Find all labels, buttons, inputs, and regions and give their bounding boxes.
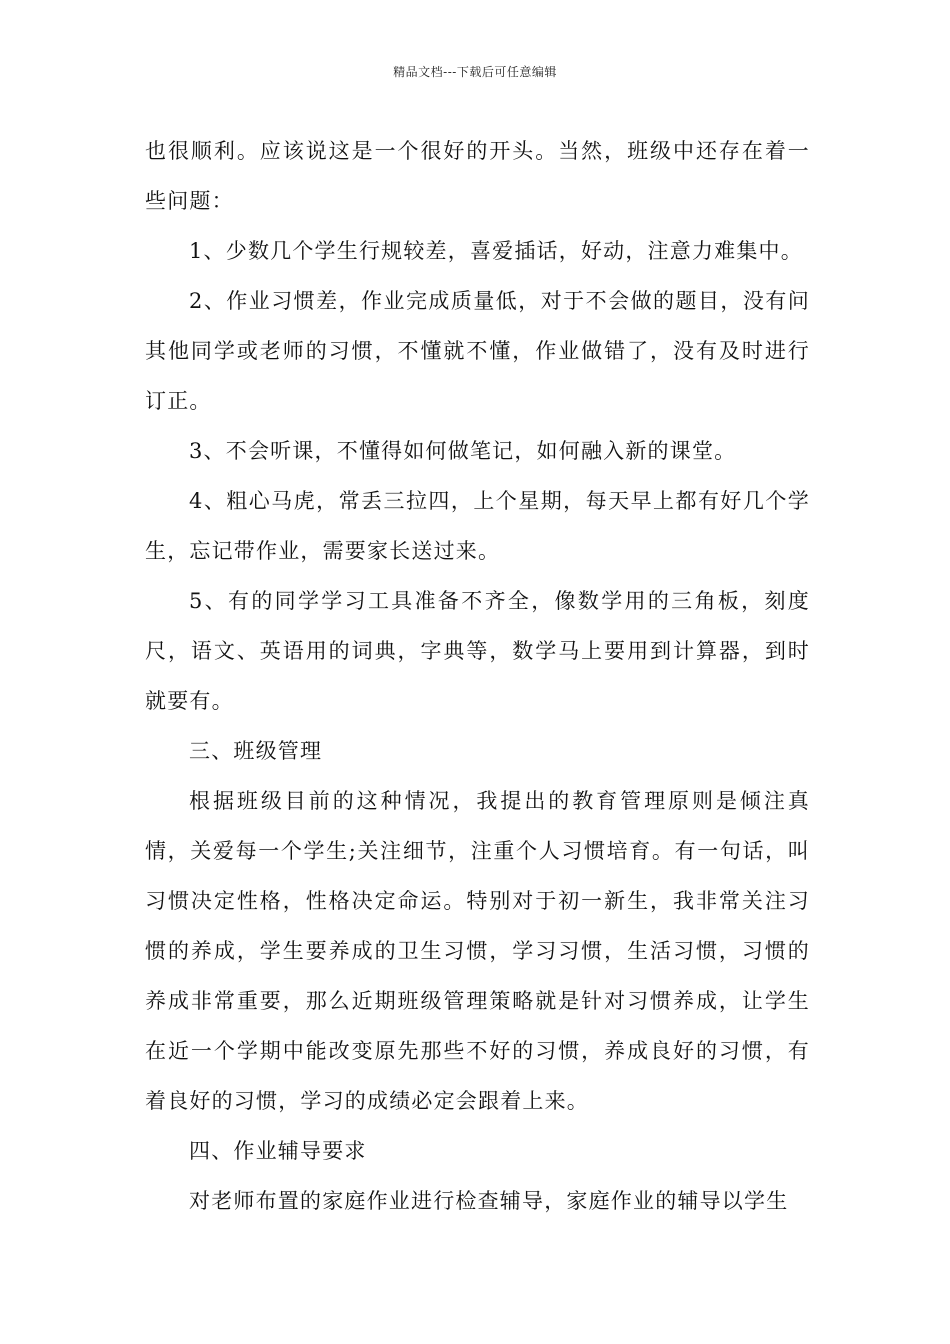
section-heading-class-management: 三、班级管理 bbox=[189, 739, 323, 763]
paragraph-6: 5、有的同学学习工具准备不齐全，像数学用的三角板，刻度尺，语文、英语用的词典，字典等，数学马上要用到计算器，到时就要有。 bbox=[145, 589, 810, 713]
paragraph-1: 也很顺利。应该说这是一个很好的开头。当然，班级中还存在着一些问题： bbox=[145, 139, 810, 213]
section-heading-homework-guidance: 四、作业辅导要求 bbox=[189, 1139, 367, 1163]
paragraph-7: 根据班级目前的这种情况，我提出的教育管理原则是倾注真情，关爱每一个学生;关注细节，注重个人习惯培育。有一句话，叫习惯决定性格，性格决定命运。特别对于初一新生，我非常关注习惯的养成，学生要养成的卫生习惯，学习习惯，生活习惯，习惯的养成非常重要，那么近期班级管理策略就是针对习惯养成，让学生在近一个学期中能改变原先那些不好的习惯，养成良好的习惯，有着良好的习惯，学习的成绩必定会跟着上来。 bbox=[145, 789, 810, 1113]
page-header: 精品文档---下载后可任意编辑 bbox=[393, 65, 557, 79]
document-body bbox=[145, 126, 810, 1226]
paragraph-3: 2、作业习惯差，作业完成质量低，对于不会做的题目，没有问其他同学或老师的习惯，不懂就不懂，作业做错了，没有及时进行订正。 bbox=[145, 289, 810, 413]
paragraph-4: 3、不会听课，不懂得如何做笔记，如何融入新的课堂。 bbox=[189, 439, 737, 463]
paragraph-2: 1、少数几个学生行规较差，喜爱插话，好动，注意力难集中。 bbox=[189, 239, 803, 263]
paragraph-8: 对老师布置的家庭作业进行检查辅导，家庭作业的辅导以学生 bbox=[189, 1189, 789, 1213]
paragraph-5: 4、粗心马虎，常丢三拉四，上个星期，每天早上都有好几个学生，忘记带作业，需要家长送过来。 bbox=[145, 489, 810, 563]
